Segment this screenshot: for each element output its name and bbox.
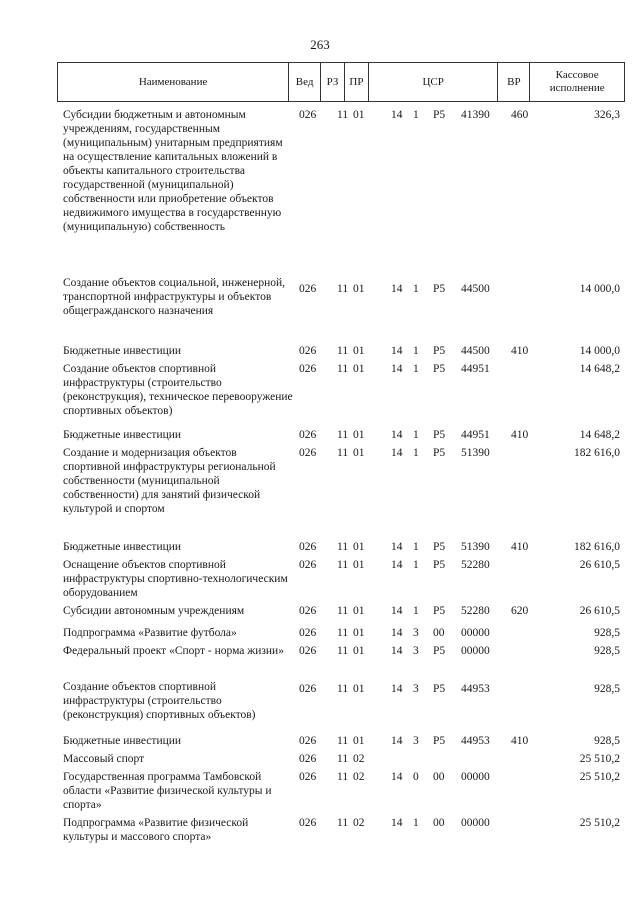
row-csr-project: P5 (433, 429, 446, 441)
row-pr: 01 (353, 345, 365, 357)
header-csr: ЦСР (369, 63, 499, 101)
row-ved: 026 (299, 645, 317, 657)
row-pr: 01 (353, 541, 365, 553)
row-ved: 026 (299, 363, 317, 375)
row-csr-subprogram: 0 (413, 771, 419, 783)
row-kassa: 25 510,2 (579, 771, 620, 783)
row-csr-project: P5 (433, 283, 446, 295)
row-kassa: 26 610,5 (579, 559, 620, 571)
row-csr-subprogram: 1 (413, 345, 419, 357)
row-name: Массовый спорт (63, 753, 145, 765)
row-csr-direction: 52280 (461, 605, 490, 617)
row-csr-project: P5 (433, 559, 446, 571)
row-csr-subprogram: 3 (413, 645, 419, 657)
row-rz: 11 (337, 817, 349, 829)
row-name: Бюджетные инвестиции (63, 541, 182, 553)
row-rz: 11 (337, 753, 349, 765)
row-csr-program: 14 (391, 345, 403, 357)
row-csr-project: P5 (433, 447, 446, 459)
row-ved: 026 (299, 735, 317, 747)
header-ved: Вед (289, 63, 321, 101)
row-csr-direction: 51390 (461, 447, 490, 459)
row-rz: 11 (337, 683, 349, 695)
row-pr: 01 (353, 683, 365, 695)
row-rz: 11 (337, 447, 349, 459)
row-ved: 026 (299, 429, 317, 441)
table-header (57, 62, 625, 102)
row-rz: 11 (337, 771, 349, 783)
row-csr-program: 14 (391, 683, 403, 695)
row-name: Оснащение объектов спортивной инфраструктуры спортивно-технологическим оборудованием (63, 559, 288, 599)
row-csr-subprogram: 3 (413, 683, 419, 695)
row-csr-program: 14 (391, 363, 403, 375)
row-csr-direction: 44953 (461, 735, 490, 747)
row-name: Создание объектов спортивной инфраструктуры (строительство (реконструкция) спортивных объектов) (63, 681, 256, 721)
row-ved: 026 (299, 627, 317, 639)
row-pr: 01 (353, 627, 365, 639)
row-csr-program: 14 (391, 817, 403, 829)
row-csr-program: 14 (391, 627, 403, 639)
row-vr: 410 (511, 541, 529, 553)
row-csr-subprogram: 3 (413, 735, 419, 747)
row-rz: 11 (337, 627, 349, 639)
row-csr-direction: 44953 (461, 683, 490, 695)
row-csr-subprogram: 1 (413, 109, 419, 121)
row-csr-direction: 00000 (461, 627, 490, 639)
row-name: Бюджетные инвестиции (63, 429, 182, 441)
row-pr: 01 (353, 109, 365, 121)
row-rz: 11 (337, 559, 349, 571)
row-name: Создание объектов спортивной инфраструктуры (строительство (реконструкция), техническое перевооружение спортивных объектов) (63, 363, 293, 417)
row-rz: 11 (337, 429, 349, 441)
row-pr: 01 (353, 283, 365, 295)
row-pr: 01 (353, 605, 365, 617)
row-ved: 026 (299, 109, 317, 121)
row-name: Бюджетные инвестиции (63, 345, 182, 357)
row-kassa: 928,5 (594, 627, 620, 639)
row-rz: 11 (337, 283, 349, 295)
row-csr-project: 00 (433, 771, 445, 783)
row-csr-direction: 52280 (461, 559, 490, 571)
row-name: Субсидии бюджетным и автономным учреждениям, государственным (муниципальным) унитарным предприятиям на осуществление капитальных вложений в объекты капитального строительства государственной (муниципальной) собственности или приобретение объектов недвижимого имущества в государственную (муниципальную) собственность (63, 109, 283, 233)
row-csr-project: P5 (433, 605, 446, 617)
row-csr-direction: 44951 (461, 363, 490, 375)
row-kassa: 182 616,0 (574, 447, 620, 459)
row-vr: 410 (511, 735, 529, 747)
row-csr-subprogram: 1 (413, 447, 419, 459)
row-csr-subprogram: 1 (413, 429, 419, 441)
row-rz: 11 (337, 541, 349, 553)
row-csr-program: 14 (391, 735, 403, 747)
row-ved: 026 (299, 447, 317, 459)
row-csr-project: P5 (433, 645, 446, 657)
row-csr-program: 14 (391, 559, 403, 571)
row-pr: 02 (353, 753, 365, 765)
row-rz: 11 (337, 363, 349, 375)
row-name: Бюджетные инвестиции (63, 735, 182, 747)
row-rz: 11 (337, 345, 349, 357)
row-kassa: 14 648,2 (579, 363, 620, 375)
row-kassa: 25 510,2 (579, 753, 620, 765)
row-csr-subprogram: 1 (413, 559, 419, 571)
row-csr-subprogram: 1 (413, 283, 419, 295)
row-ved: 026 (299, 559, 317, 571)
row-ved: 026 (299, 345, 317, 357)
row-kassa: 25 510,2 (579, 817, 620, 829)
row-csr-subprogram: 1 (413, 605, 419, 617)
row-name: Создание объектов социальной, инженерной, транспортной инфраструктуры и объектов общегражданского назначения (63, 277, 286, 317)
row-pr: 01 (353, 559, 365, 571)
row-vr: 410 (511, 429, 529, 441)
header-name: Наименование (58, 63, 289, 101)
row-csr-subprogram: 3 (413, 627, 419, 639)
row-csr-project: P5 (433, 683, 446, 695)
header-vr: ВР (498, 63, 530, 101)
row-csr-program: 14 (391, 605, 403, 617)
row-kassa: 928,5 (594, 735, 620, 747)
row-vr: 460 (511, 109, 529, 121)
row-rz: 11 (337, 645, 349, 657)
row-pr: 02 (353, 817, 365, 829)
row-csr-subprogram: 1 (413, 541, 419, 553)
row-ved: 026 (299, 753, 317, 765)
row-vr: 410 (511, 345, 529, 357)
row-pr: 01 (353, 735, 365, 747)
row-csr-direction: 44951 (461, 429, 490, 441)
row-csr-program: 14 (391, 283, 403, 295)
row-rz: 11 (337, 109, 349, 121)
row-name: Федеральный проект «Спорт - норма жизни» (63, 645, 284, 657)
header-rz: РЗ (321, 63, 345, 101)
row-kassa: 182 616,0 (574, 541, 620, 553)
row-kassa: 928,5 (594, 683, 620, 695)
row-csr-project: 00 (433, 817, 445, 829)
row-csr-project: P5 (433, 109, 446, 121)
header-pr: ПР (345, 63, 369, 101)
page-number: 263 (310, 37, 330, 52)
row-pr: 01 (353, 363, 365, 375)
row-csr-direction: 41390 (461, 109, 490, 121)
row-csr-project: 00 (433, 627, 445, 639)
row-pr: 01 (353, 645, 365, 657)
row-ved: 026 (299, 817, 317, 829)
row-csr-project: P5 (433, 735, 446, 747)
row-kassa: 14 000,0 (579, 283, 620, 295)
row-csr-subprogram: 1 (413, 817, 419, 829)
row-kassa: 14 648,2 (579, 429, 620, 441)
row-pr: 01 (353, 429, 365, 441)
row-csr-direction: 00000 (461, 645, 490, 657)
row-kassa: 326,3 (594, 109, 620, 121)
row-ved: 026 (299, 541, 317, 553)
row-name: Подпрограмма «Развитие футбола» (63, 627, 237, 639)
header-kassa: Кассовое исполнение (549, 69, 605, 94)
row-vr: 620 (511, 605, 529, 617)
row-csr-project: P5 (433, 345, 446, 357)
row-csr-program: 14 (391, 771, 403, 783)
row-csr-project: P5 (433, 541, 446, 553)
row-kassa: 14 000,0 (579, 345, 620, 357)
row-kassa: 26 610,5 (579, 605, 620, 617)
row-name: Государственная программа Тамбовской области «Развитие физической культуры и спорта» (63, 771, 272, 811)
row-csr-direction: 44500 (461, 283, 490, 295)
row-pr: 01 (353, 447, 365, 459)
row-csr-direction: 51390 (461, 541, 490, 553)
row-csr-direction: 44500 (461, 345, 490, 357)
row-name: Подпрограмма «Развитие физической культуры и массового спорта» (63, 817, 249, 843)
row-csr-program: 14 (391, 109, 403, 121)
row-name: Создание и модернизация объектов спортивной инфраструктуры региональной собственности (муниципальной собственности) для занятий физической культурой и спортом (63, 447, 276, 515)
row-csr-program: 14 (391, 447, 403, 459)
row-csr-project: P5 (433, 363, 446, 375)
row-csr-direction: 00000 (461, 771, 490, 783)
row-rz: 11 (337, 735, 349, 747)
row-rz: 11 (337, 605, 349, 617)
row-ved: 026 (299, 605, 317, 617)
row-csr-program: 14 (391, 541, 403, 553)
row-csr-direction: 00000 (461, 817, 490, 829)
row-ved: 026 (299, 683, 317, 695)
row-csr-subprogram: 1 (413, 363, 419, 375)
row-ved: 026 (299, 283, 317, 295)
row-ved: 026 (299, 771, 317, 783)
row-csr-program: 14 (391, 429, 403, 441)
row-name: Субсидии автономным учреждениям (63, 605, 245, 617)
row-csr-program: 14 (391, 645, 403, 657)
row-kassa: 928,5 (594, 645, 620, 657)
row-pr: 02 (353, 771, 365, 783)
